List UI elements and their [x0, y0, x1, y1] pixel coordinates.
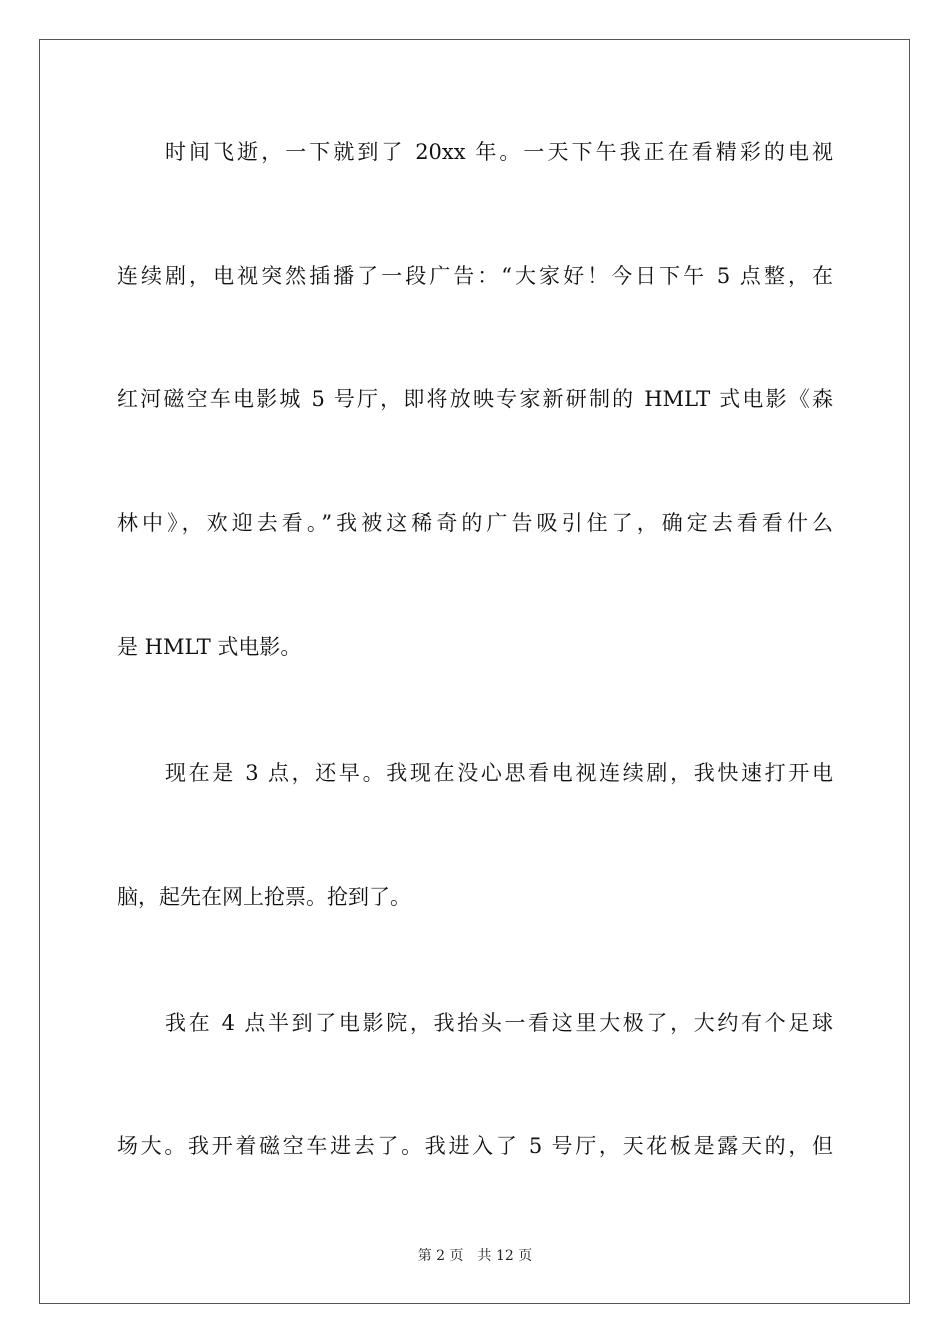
page-total: 共 12 页: [477, 1248, 533, 1264]
page-number: 第 2 页: [417, 1248, 464, 1264]
paragraph-1-line-2: 连续剧，电视突然插播了一段广告：“大家好！今日下午 5 点整，在: [117, 264, 833, 288]
paragraph-1-line-4: 林中》，欢迎去看。”我被这稀奇的广告吸引住了，确定去看看什么: [117, 511, 833, 535]
paragraph-2-line-2: 脑，起先在网上抢票。抢到了。: [117, 885, 411, 909]
page-frame: [39, 39, 910, 1304]
paragraph-1-line-3: 红河磁空车电影城 5 号厅，即将放映专家新研制的 HMLT 式电影《森: [117, 387, 833, 411]
paragraph-3-line-2: 场大。我开着磁空车进去了。我进入了 5 号厅，天花板是露天的，但: [117, 1134, 833, 1158]
paragraph-2-line-1: 现在是 3 点，还早。我现在没心思看电视连续剧，我快速打开电: [165, 761, 833, 785]
paragraph-3-line-1: 我在 4 点半到了电影院，我抬头一看这里大极了，大约有个足球: [165, 1011, 833, 1035]
paragraph-1-line-1: 时间飞逝，一下就到了 20xx 年。一天下午我正在看精彩的电视: [165, 140, 833, 164]
paragraph-1-line-5: 是 HMLT 式电影。: [117, 635, 302, 659]
page-footer: [0, 1246, 950, 1266]
